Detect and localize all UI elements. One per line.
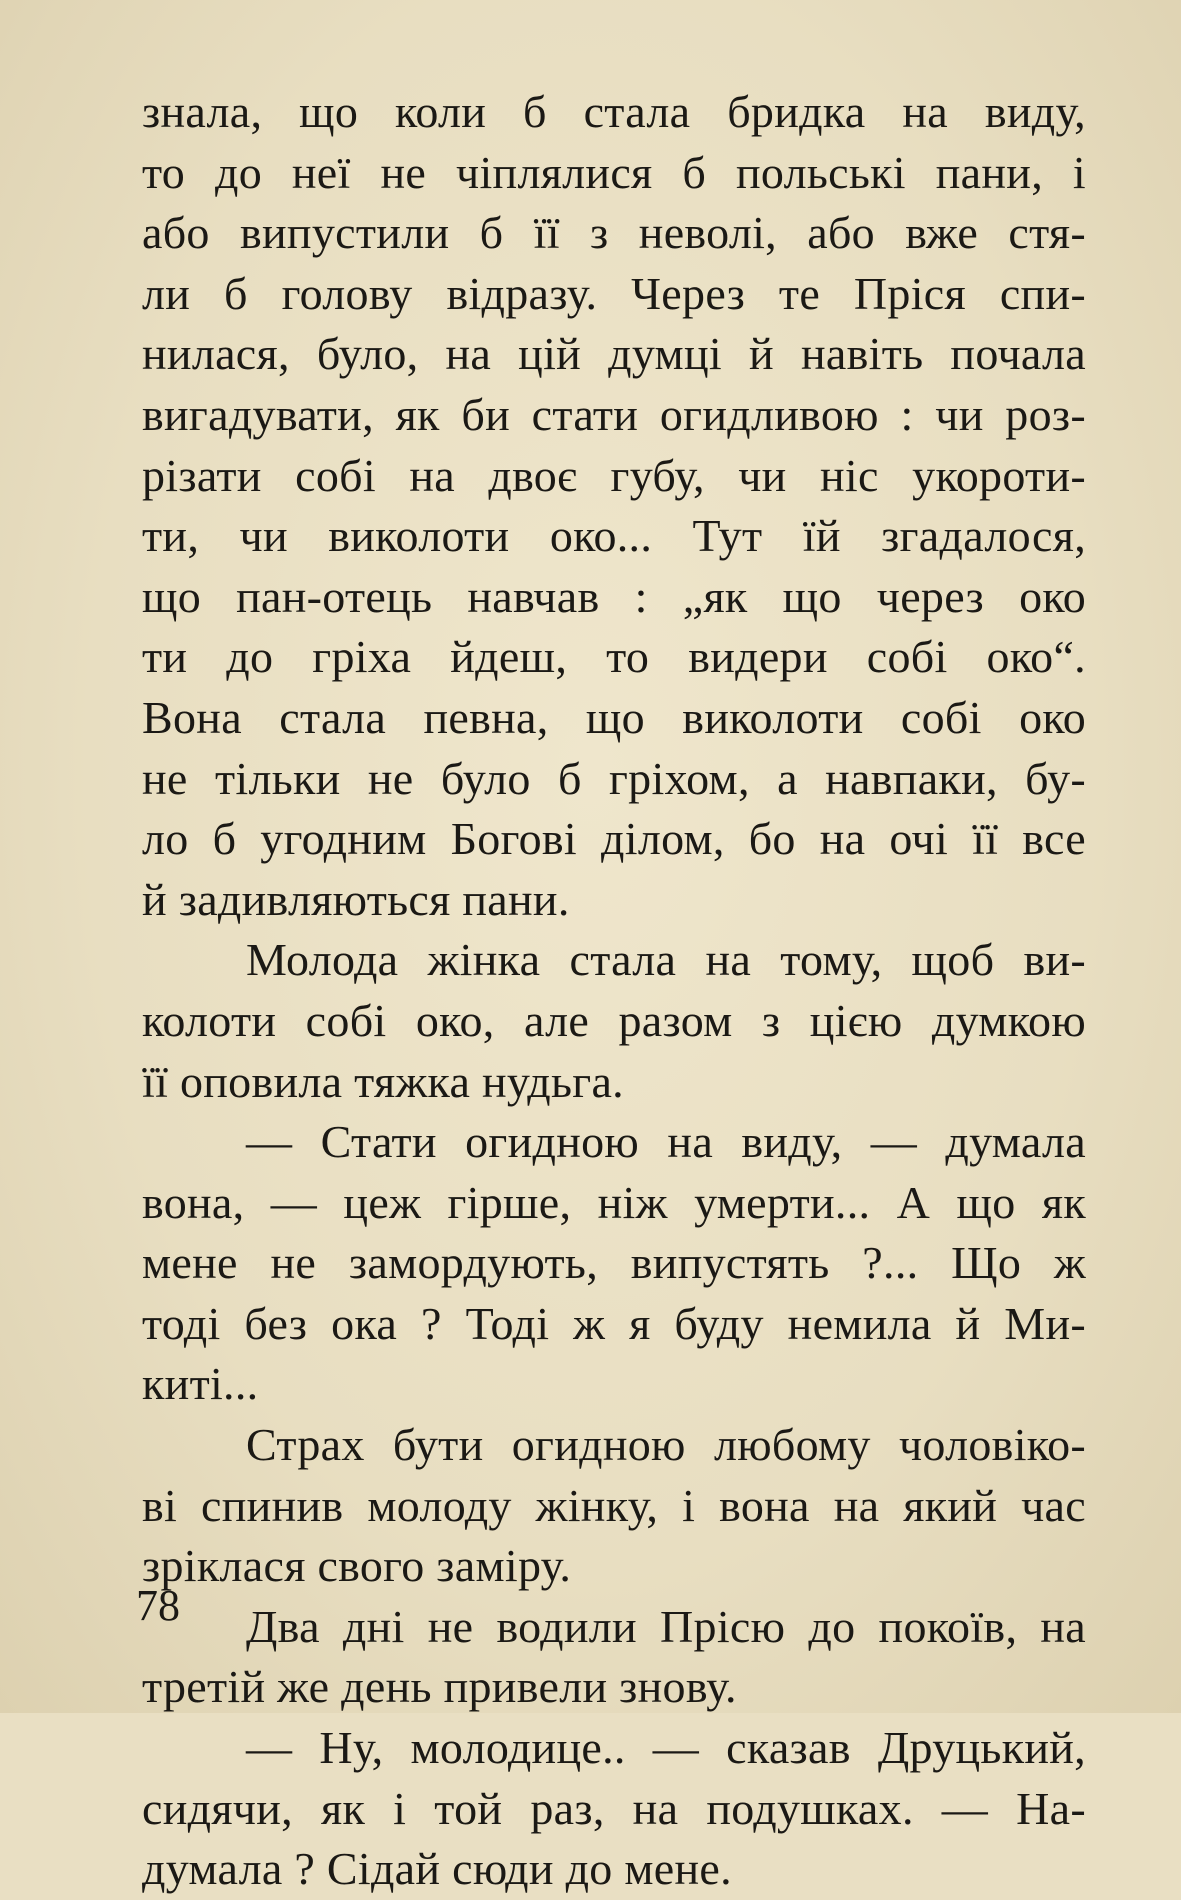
text-line: тоді без ока ? Тоді ж я буду немила й Ми- <box>142 1297 1086 1349</box>
text-line: або випустили б її з неволі, або вже стя- <box>142 207 1086 259</box>
text-line: вона, — цеж гірше, ніж умерти... А що як <box>142 1176 1086 1228</box>
text-line: то до неї не чіплялися б польські пани, і <box>142 146 1086 198</box>
text-line: ві спинив молоду жінку, і вона на який час <box>142 1479 1086 1531</box>
body-text <box>142 82 1086 1900</box>
text-line: третій же день привели знову. <box>142 1661 737 1713</box>
text-line: її оповила тяжка нудьга. <box>142 1055 624 1107</box>
text-line: ло б угодним Богові ділом, бо на очі її все <box>142 813 1086 865</box>
text-line: зріклася свого заміру. <box>142 1540 572 1592</box>
text-line: Вона стала певна, що виколоти собі око <box>142 691 1086 743</box>
text-line: киті... <box>142 1358 259 1410</box>
paragraph-start-line: Два дні не водили Прісю до покоїв, на <box>246 1600 1086 1652</box>
text-line: нилася, було, на цій думці й навіть почала <box>142 328 1086 380</box>
text-line: не тільки не було б гріхом, а навпаки, бу- <box>142 752 1086 804</box>
text-line: думала ? Сідай сюди до мене. <box>142 1843 732 1895</box>
text-line: сидячи, як і той раз, на подушках. — На- <box>142 1782 1086 1834</box>
text-line: різати собі на двоє губу, чи ніс укороти- <box>142 449 1086 501</box>
text-line: мене не замордують, випустять ?... Що ж <box>142 1237 1086 1289</box>
text-line: ти до гріха йдеш, то видери собі око“. <box>142 631 1086 683</box>
text-line: знала, що коли б стала бридка на виду, <box>142 86 1086 137</box>
paragraph-start-line: — Ну, молодице.. — сказав Друцький, <box>246 1722 1086 1774</box>
paragraph-start-line: — Стати огидною на виду, — думала <box>246 1116 1086 1168</box>
text-line: ли б голову відразу. Через те Пріся спи- <box>142 267 1086 319</box>
text-line: колоти собі око, але разом з цією думкою <box>142 994 1086 1046</box>
page-number: 78 <box>136 1581 180 1630</box>
paragraph-start-line: Страх бути огидною любому чоловіко- <box>246 1419 1086 1471</box>
text-line: ти, чи виколоти око... Тут їй згадалося, <box>142 510 1086 562</box>
text-line: й задивляються пани. <box>142 873 570 925</box>
text-line: вигадувати, як би стати огидливою : чи роз- <box>142 388 1086 440</box>
paragraph-start-line: Молода жінка стала на тому, щоб ви- <box>246 934 1086 986</box>
text-line: що пан-отець навчав : „як що через око <box>142 570 1086 622</box>
